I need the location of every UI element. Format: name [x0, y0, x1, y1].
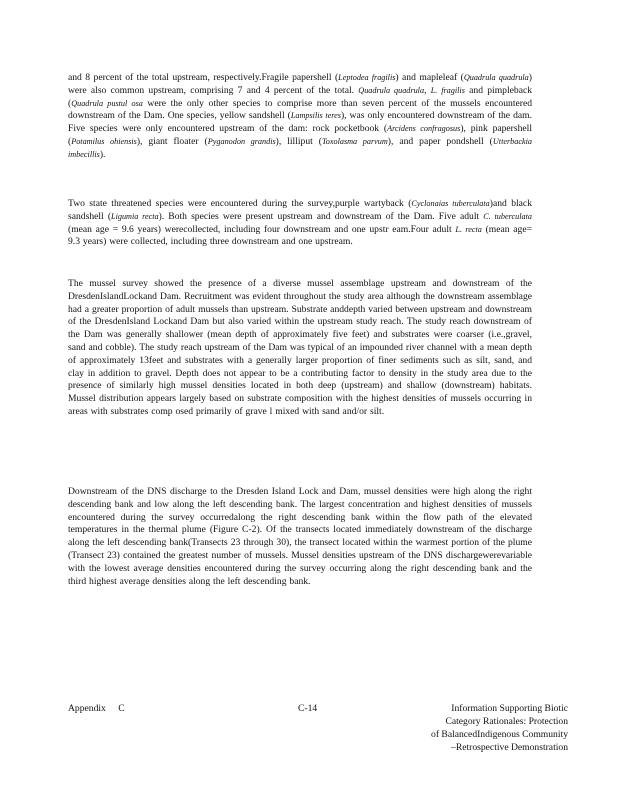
species-name: Ligumia recta: [111, 211, 159, 221]
species-name: Toxolasma parvum: [321, 136, 388, 146]
body-paragraph-2: [68, 198, 532, 249]
text-run: ). Both species were present upstream and downstream of the Dam. Five adult: [158, 210, 484, 222]
text-run: and pimpleback (: [68, 84, 533, 109]
species-name: Utterbackia imbecillis: [68, 136, 532, 159]
text-run: (mean age= 9.3 years) were collected, including three downstream and one upstream.: [68, 223, 532, 248]
text-run: ,: [424, 84, 431, 96]
footer-section-title: [398, 702, 568, 754]
species-name: Cyclonaias tuberculata: [411, 199, 490, 208]
body-paragraph-1: [68, 72, 532, 162]
species-name: Pyganodon grandis: [207, 136, 276, 146]
species-name: C. tuberculata: [483, 211, 532, 221]
text-run: The mussel survey showed the presence of a diverse mussel assemblage upstream and downstream of the DresdenIslandLockand Dam. Recruitment was evident throughout the study area although the downstream assemblage had a greater proportion of adult mussels than upstream. Substrate anddepth varied between upstream and downstream of the DresdenIsland Lockand Dam but also varied within the upstream study reach. The study reach downstream of the Dam was generally shallower (mean depth of approximately five feet) and substrates were coarser (i.e.,gravel, sand and cobble). The study reach upstream of the Dam was typical of an impounded river channel with a mean depth of approximately 13feet and substrates with a generally larger proportion of finer sediments such as silt, sand, and clay in addition to gravel. Depth does not appear to be a contributing factor to density in the study area due to the presence of similarly high mussel densities located in both deep (upstream) and shallow (downstream) habitats. Mussel distribution appears largely based on substrate composition with the highest densities of mussels occurring in areas with substrates comp osed primarily of grave l mixed with sand and/or silt.: [68, 278, 532, 417]
footer-title-line: Information Supporting Biotic: [451, 703, 568, 714]
footer-title-line: of BalancedIndigenous Community: [431, 729, 568, 740]
text-run: and 8 percent of the total upstream, respectively.Fragile papershell (: [68, 72, 339, 83]
species-name: Leptodea fragilis: [338, 73, 396, 82]
species-name: Potamilus ohiensis: [71, 136, 137, 146]
species-name: Quadrula pustul osa: [71, 98, 143, 108]
text-run: ), was only encountered downstream of the dam. Five species were only encountered upstream of the dam: rock pocketbook (: [68, 110, 532, 135]
text-run: Two state threatened species were encountered during the survey,purple wartyback (: [68, 198, 412, 209]
text-run: (mean age = 9.6 years) werecollected, including four downstream and one upstr eam.Four adult: [68, 223, 456, 235]
footer-title-line: –Retrospective Demonstration: [451, 742, 568, 753]
footer-appendix-label: Appendix C: [68, 703, 125, 714]
footer-title-line: Category Rationales: Protection: [445, 716, 568, 727]
species-name: L. recta: [455, 224, 482, 234]
text-run: )and black sandshell (: [68, 198, 532, 222]
species-name: Quadrula quadrula: [358, 85, 425, 95]
text-run: ), giant floater (: [136, 135, 208, 147]
text-run: Downstream of the DNS discharge to the Dresden Island Lock and Dam, mussel densities were high along the right descending bank and low along the left descending bank. The largest concentration and highest densities of mussels encountered during the survey occurredalong the right descending bank within the flow path of the elevated temperatures in the thermal plume (Figure C-2). Of the transects located immediately downstream of the discharge along the left descending bank(Transects 23 through 30), the transect located within the warmest portion of the plume (Transect 23) contained the greatest number of mussels. Mussel densities upstream of the DNS dischargewerevariable with the lowest average densities encountered during the survey occurring along the right descending bank and the third highest average densities along the left descending bank.: [68, 486, 532, 587]
text-run: ), lilliput (: [275, 135, 322, 147]
body-paragraph-3: [68, 278, 532, 419]
text-run: ) and mapleleaf (: [395, 72, 464, 83]
body-paragraph-4: [68, 486, 532, 588]
text-run: ).: [99, 148, 106, 160]
text-run: ), and paper pondshell (: [387, 135, 493, 147]
species-name: Arcidens confragosus: [387, 124, 461, 134]
species-name: L. fragilis: [430, 85, 465, 95]
footer-page-number: C-14: [298, 703, 318, 714]
text-run: ) were also common upstream, comprising 7 and 4 percent of the total.: [68, 72, 532, 96]
species-name: Lampsilis teres: [290, 111, 341, 121]
text-run: ), pink papershell (: [68, 123, 532, 147]
text-run: were the only other species to comprise more than seven percent of the mussels encountered downstream of the Dam. One species, yellow sandshell (: [68, 97, 532, 122]
species-name: Quadrula quadrula: [463, 73, 529, 82]
